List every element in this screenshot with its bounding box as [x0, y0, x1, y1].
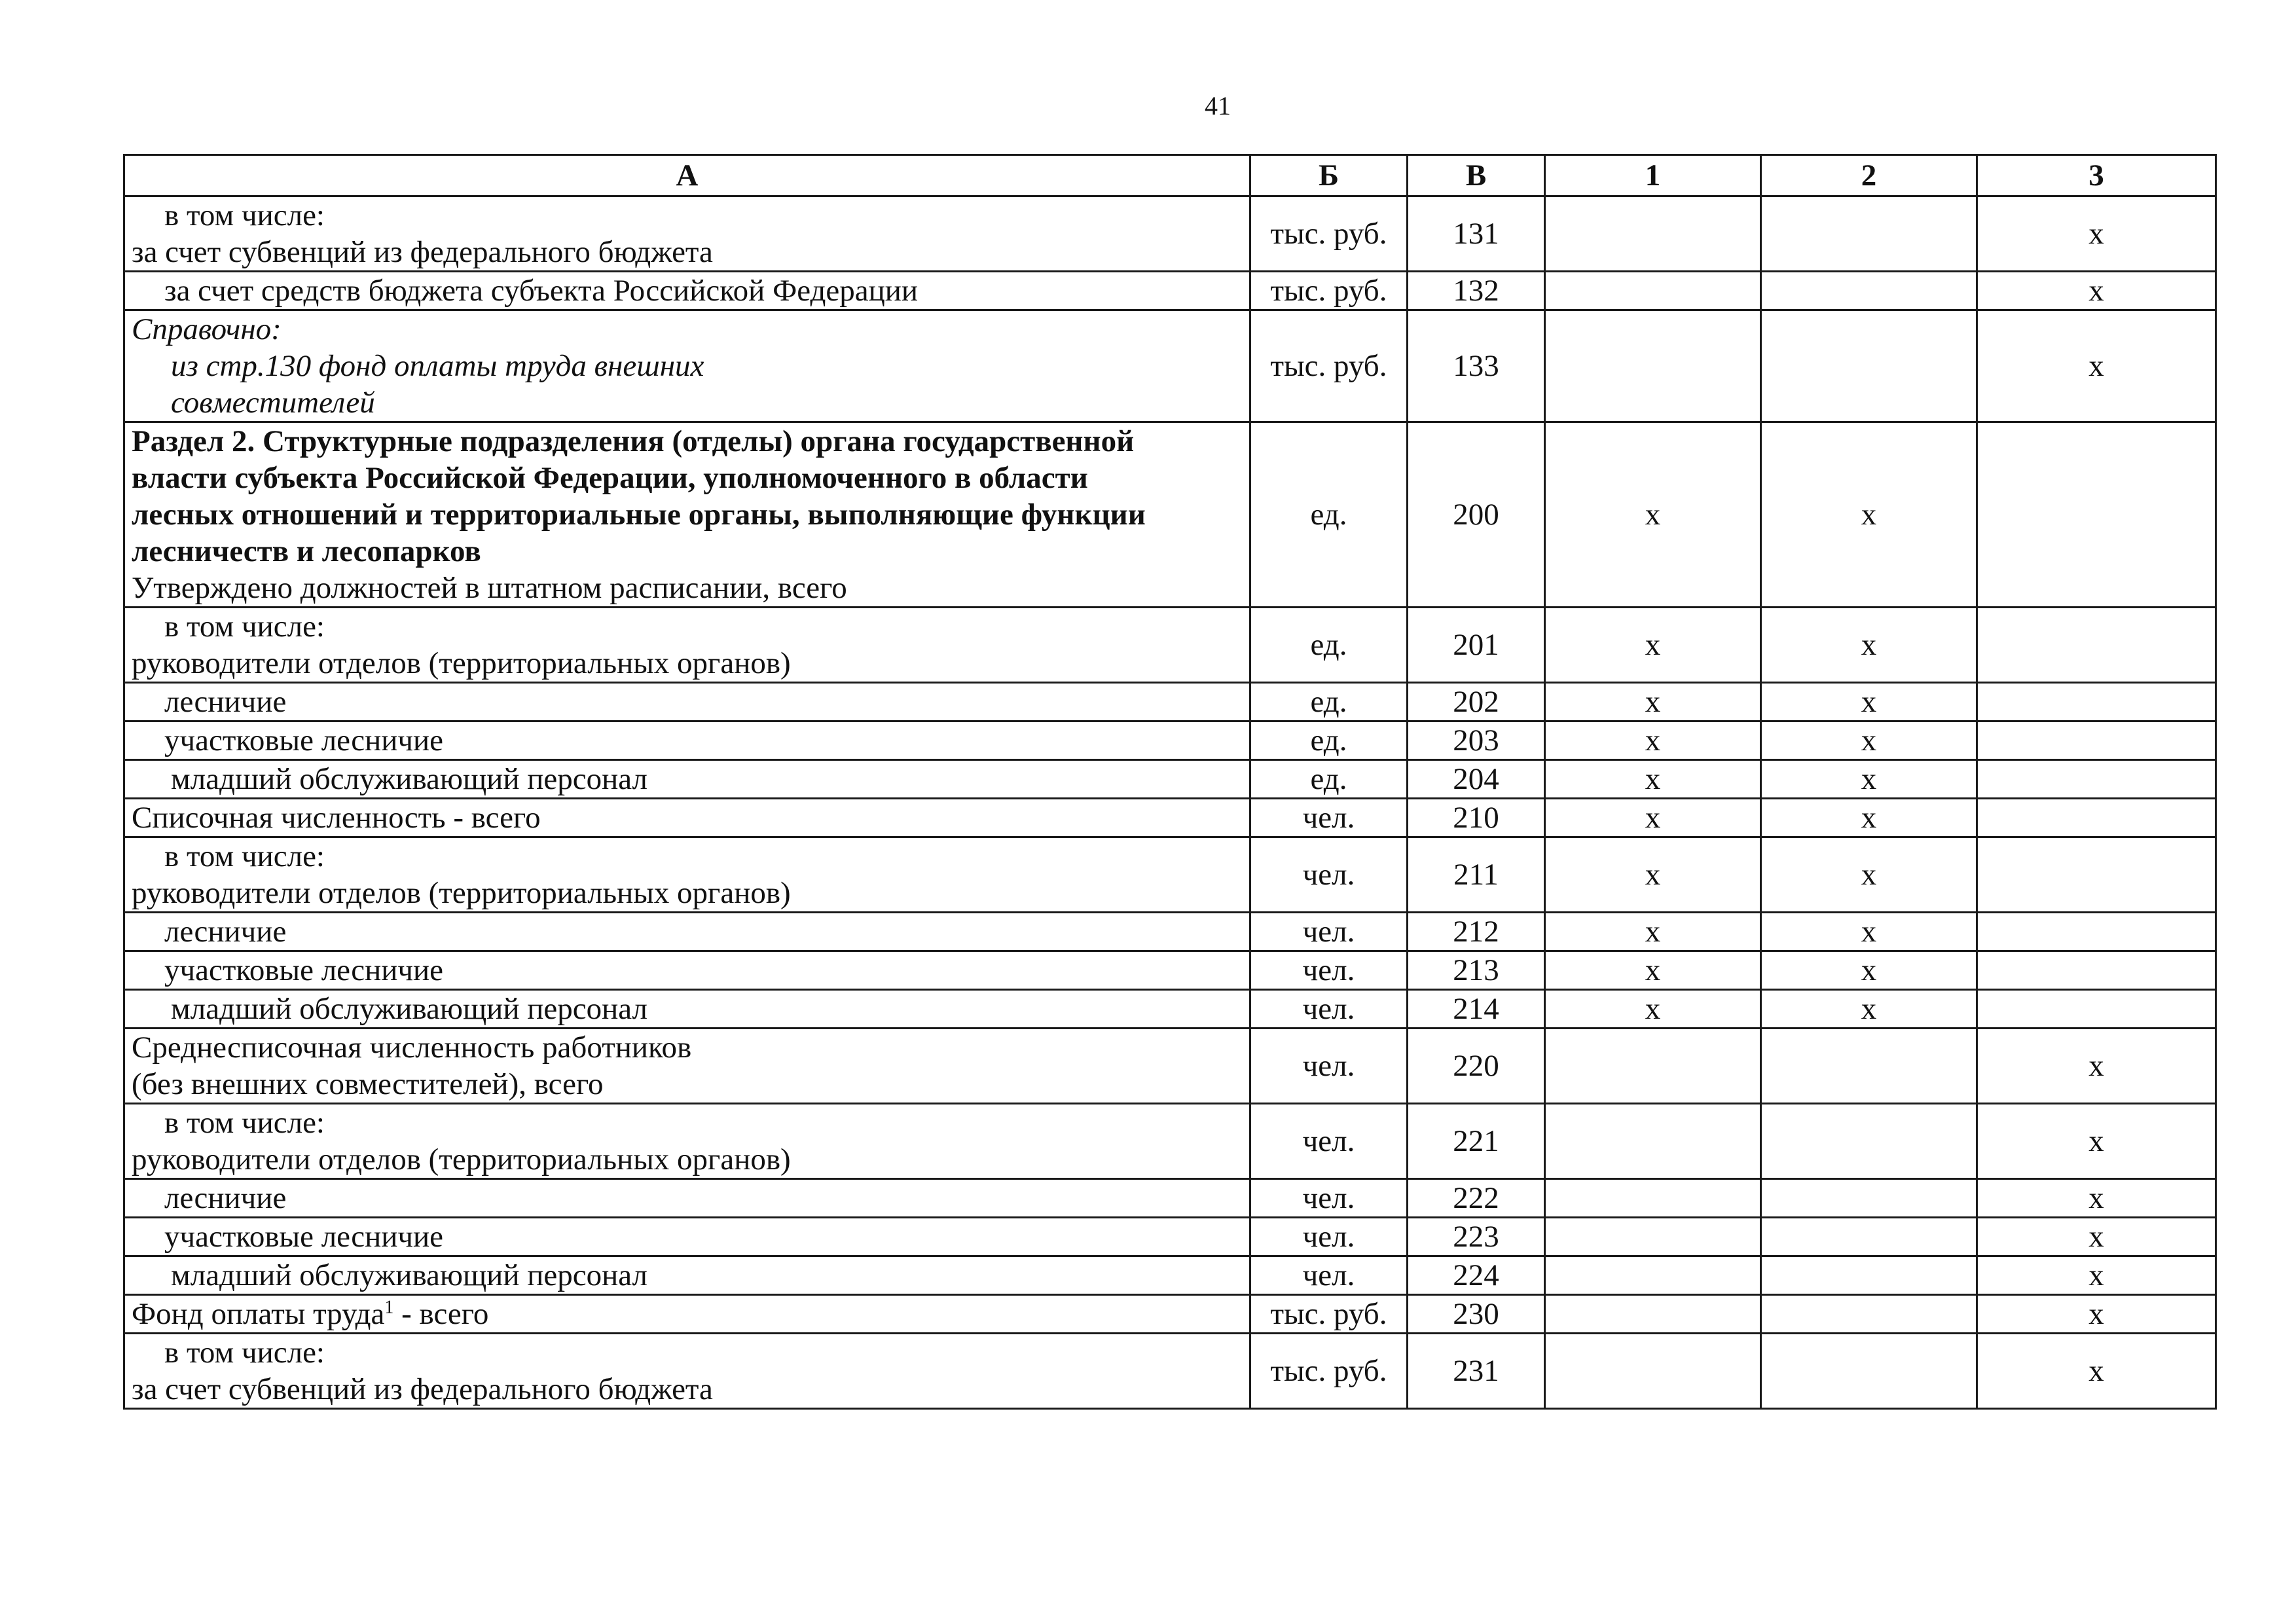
row-label-text: в том числе: [164, 839, 325, 873]
row-label-line [132, 991, 1243, 1027]
row-label-text: власти субъекта Российской Федерации, уполномоченного в области [132, 461, 1088, 495]
value-cell-col-2: x [1761, 799, 1977, 837]
row-label-text: совместителей [171, 386, 375, 420]
value-cell-col-1 [1545, 1334, 1761, 1409]
row-label [124, 1218, 1250, 1256]
row-label [124, 422, 1250, 608]
row-label-text: руководители отделов (территориальных органов) [132, 646, 791, 680]
value-cell-col-3: x [1977, 1295, 2216, 1334]
row-code-cell: 204 [1408, 760, 1545, 799]
page-number: 41 [1205, 91, 1231, 120]
row-label-line [132, 1141, 1243, 1178]
row-label-line [132, 1218, 1243, 1255]
row-code-cell: 231 [1408, 1334, 1545, 1409]
row-label-line [132, 1296, 1243, 1332]
value-cell-col-1: x [1545, 799, 1761, 837]
row-label-line [132, 875, 1243, 911]
row-code-cell: 213 [1408, 951, 1545, 990]
row-label-line [132, 423, 1243, 460]
table-row [124, 272, 2216, 310]
row-label-line [132, 1371, 1243, 1408]
table-row [124, 1295, 2216, 1334]
row-label [124, 1029, 1250, 1104]
value-cell-col-1 [1545, 1218, 1761, 1256]
value-cell-col-3: x [1977, 1334, 2216, 1409]
value-cell-col-2 [1761, 1295, 1977, 1334]
row-code-cell: 230 [1408, 1295, 1545, 1334]
row-code-cell: 132 [1408, 272, 1545, 310]
row-label-text: Списочная численность - всего [132, 801, 541, 835]
table-row [124, 683, 2216, 721]
row-label-text: младший обслуживающий персонал [171, 992, 647, 1026]
table-row [124, 760, 2216, 799]
table-row [124, 1029, 2216, 1104]
row-label [124, 913, 1250, 951]
row-label-text: участковые лесничие [164, 1220, 444, 1254]
row-code-cell: 200 [1408, 422, 1545, 608]
row-label-line [132, 1334, 1243, 1371]
unit-cell: тыс. руб. [1250, 1334, 1408, 1409]
table-row [124, 422, 2216, 608]
row-label [124, 272, 1250, 310]
unit-cell: чел. [1250, 1256, 1408, 1295]
value-cell-col-2: x [1761, 837, 1977, 913]
value-cell-col-3: x [1977, 272, 2216, 310]
unit-cell: тыс. руб. [1250, 310, 1408, 422]
value-cell-col-1 [1545, 1256, 1761, 1295]
value-cell-col-3 [1977, 683, 2216, 721]
row-label-text: за счет субвенций из федерального бюджета [132, 235, 713, 269]
value-cell-col-2 [1761, 1104, 1977, 1179]
unit-cell: чел. [1250, 1029, 1408, 1104]
row-label-text: Фонд оплаты труда [132, 1297, 385, 1331]
value-cell-col-3 [1977, 913, 2216, 951]
value-cell-col-2 [1761, 1179, 1977, 1218]
value-cell-col-3 [1977, 837, 2216, 913]
row-label-line [132, 761, 1243, 797]
row-code-cell: 211 [1408, 837, 1545, 913]
row-label-line [132, 913, 1243, 950]
unit-cell: ед. [1250, 760, 1408, 799]
row-label-text: участковые лесничие [164, 953, 444, 987]
row-code-cell: 133 [1408, 310, 1545, 422]
statistical-form-table [123, 154, 2217, 1410]
value-cell-col-1 [1545, 196, 1761, 272]
row-label-text: лесничие [164, 685, 287, 719]
value-cell-col-1: x [1545, 760, 1761, 799]
value-cell-col-1 [1545, 1104, 1761, 1179]
table-row [124, 951, 2216, 990]
unit-cell: чел. [1250, 837, 1408, 913]
row-label [124, 1334, 1250, 1409]
row-label-text: младший обслуживающий персонал [171, 762, 647, 796]
value-cell-col-2 [1761, 272, 1977, 310]
row-code-cell: 220 [1408, 1029, 1545, 1104]
row-label-line [132, 608, 1243, 645]
value-cell-col-2 [1761, 1256, 1977, 1295]
row-code-cell: 214 [1408, 990, 1545, 1029]
row-label-line [132, 684, 1243, 720]
row-label-text: лесничие [164, 915, 287, 949]
row-label-line [132, 838, 1243, 875]
unit-cell: чел. [1250, 990, 1408, 1029]
value-cell-col-1 [1545, 272, 1761, 310]
row-label-text: Среднесписочная численность работников [132, 1030, 692, 1065]
value-cell-col-3 [1977, 951, 2216, 990]
header-col-b: Б [1250, 155, 1408, 196]
header-col-a: А [124, 155, 1250, 196]
value-cell-col-2: x [1761, 422, 1977, 608]
value-cell-col-3: x [1977, 310, 2216, 422]
table-row [124, 913, 2216, 951]
value-cell-col-1: x [1545, 913, 1761, 951]
row-label-line [132, 311, 1243, 348]
unit-cell: чел. [1250, 1104, 1408, 1179]
row-label-text: младший обслуживающий персонал [171, 1258, 647, 1292]
row-label-text: Раздел 2. Структурные подразделения (отделы) органа государственной [132, 424, 1135, 458]
value-cell-col-2: x [1761, 990, 1977, 1029]
row-label-text: Справочно: [132, 312, 282, 346]
table-row [124, 721, 2216, 760]
value-cell-col-3 [1977, 760, 2216, 799]
row-label-line [132, 496, 1243, 533]
row-label-text: руководители отделов (территориальных органов) [132, 1142, 791, 1176]
value-cell-col-1: x [1545, 608, 1761, 683]
value-cell-col-3 [1977, 721, 2216, 760]
table-row [124, 196, 2216, 272]
row-label-text: участковые лесничие [164, 723, 444, 757]
row-label-text: за счет средств бюджета субъекта Российской Федерации [164, 274, 919, 308]
table-body [124, 196, 2216, 1409]
row-label [124, 1256, 1250, 1295]
footnote-marker: 1 [384, 1297, 394, 1318]
value-cell-col-1: x [1545, 990, 1761, 1029]
row-label [124, 799, 1250, 837]
header-col-2: 2 [1761, 155, 1977, 196]
row-label [124, 310, 1250, 422]
header-col-v: В [1408, 155, 1545, 196]
value-cell-col-3: x [1977, 1029, 2216, 1104]
value-cell-col-2 [1761, 310, 1977, 422]
row-label-line [132, 1066, 1243, 1103]
value-cell-col-2 [1761, 1218, 1977, 1256]
row-label-line [132, 197, 1243, 234]
row-label-suffix: - всего [393, 1297, 489, 1331]
row-code-cell: 203 [1408, 721, 1545, 760]
value-cell-col-1 [1545, 310, 1761, 422]
row-label-text: Утверждено должностей в штатном расписании, всего [132, 571, 847, 605]
row-code-cell: 210 [1408, 799, 1545, 837]
table-row [124, 1334, 2216, 1409]
unit-cell: ед. [1250, 721, 1408, 760]
row-label-text: лесничие [164, 1181, 287, 1215]
row-code-cell: 201 [1408, 608, 1545, 683]
row-label [124, 1295, 1250, 1334]
unit-cell: ед. [1250, 608, 1408, 683]
row-label-line [132, 348, 1243, 384]
row-label-line [132, 533, 1243, 570]
value-cell-col-3: x [1977, 196, 2216, 272]
row-label-text: в том числе: [164, 610, 325, 644]
row-label-text: руководители отделов (территориальных органов) [132, 876, 791, 910]
unit-cell: ед. [1250, 683, 1408, 721]
value-cell-col-1: x [1545, 837, 1761, 913]
row-label-line [132, 952, 1243, 989]
row-label-line [132, 384, 1243, 421]
unit-cell: тыс. руб. [1250, 1295, 1408, 1334]
row-label [124, 837, 1250, 913]
table-row [124, 1218, 2216, 1256]
value-cell-col-1 [1545, 1295, 1761, 1334]
table-row [124, 990, 2216, 1029]
row-label-line [132, 722, 1243, 759]
unit-cell: чел. [1250, 1218, 1408, 1256]
row-label-text: лесничеств и лесопарков [132, 534, 481, 568]
row-label-text: в том числе: [164, 198, 325, 232]
value-cell-col-1: x [1545, 721, 1761, 760]
header-col-1: 1 [1545, 155, 1761, 196]
row-label [124, 1104, 1250, 1179]
unit-cell: чел. [1250, 1179, 1408, 1218]
value-cell-col-2 [1761, 196, 1977, 272]
header-row [124, 155, 2216, 196]
row-code-cell: 224 [1408, 1256, 1545, 1295]
unit-cell: чел. [1250, 951, 1408, 990]
row-code-cell: 222 [1408, 1179, 1545, 1218]
row-code-cell: 212 [1408, 913, 1545, 951]
row-label-line [132, 645, 1243, 682]
row-label-line [132, 234, 1243, 270]
row-label [124, 990, 1250, 1029]
value-cell-col-3 [1977, 990, 2216, 1029]
table-row [124, 1179, 2216, 1218]
row-code-cell: 223 [1408, 1218, 1545, 1256]
unit-cell: чел. [1250, 913, 1408, 951]
value-cell-col-1: x [1545, 683, 1761, 721]
row-label-text: в том числе: [164, 1336, 325, 1370]
table-row [124, 608, 2216, 683]
value-cell-col-2 [1761, 1334, 1977, 1409]
value-cell-col-3: x [1977, 1104, 2216, 1179]
unit-cell: тыс. руб. [1250, 196, 1408, 272]
value-cell-col-3 [1977, 422, 2216, 608]
table-row [124, 310, 2216, 422]
row-label-text: в том числе: [164, 1106, 325, 1140]
row-label-line [132, 1180, 1243, 1216]
value-cell-col-3 [1977, 799, 2216, 837]
value-cell-col-3: x [1977, 1256, 2216, 1295]
table-row [124, 1104, 2216, 1179]
row-label [124, 1179, 1250, 1218]
row-label-text: из стр.130 фонд оплаты труда внешних [171, 349, 704, 383]
row-label-line [132, 1104, 1243, 1141]
value-cell-col-1 [1545, 1029, 1761, 1104]
row-label-line [132, 1257, 1243, 1294]
header-col-3: 3 [1977, 155, 2216, 196]
unit-cell: тыс. руб. [1250, 272, 1408, 310]
value-cell-col-3: x [1977, 1179, 2216, 1218]
row-label [124, 721, 1250, 760]
row-label [124, 196, 1250, 272]
value-cell-col-3: x [1977, 1218, 2216, 1256]
row-label-text: за счет субвенций из федерального бюджета [132, 1372, 713, 1406]
value-cell-col-2: x [1761, 760, 1977, 799]
row-label-line [132, 460, 1243, 496]
value-cell-col-1 [1545, 1179, 1761, 1218]
unit-cell: чел. [1250, 799, 1408, 837]
row-code-cell: 202 [1408, 683, 1545, 721]
value-cell-col-1: x [1545, 951, 1761, 990]
value-cell-col-1: x [1545, 422, 1761, 608]
value-cell-col-2: x [1761, 951, 1977, 990]
value-cell-col-3 [1977, 608, 2216, 683]
table-row [124, 799, 2216, 837]
value-cell-col-2 [1761, 1029, 1977, 1104]
row-label [124, 951, 1250, 990]
row-label-text: лесных отношений и территориальные органы, выполняющие функции [132, 498, 1146, 532]
row-label-text: (без внешних совместителей), всего [132, 1067, 604, 1101]
row-label-line [132, 570, 1243, 606]
row-code-cell: 131 [1408, 196, 1545, 272]
value-cell-col-2: x [1761, 721, 1977, 760]
value-cell-col-2: x [1761, 683, 1977, 721]
unit-cell: ед. [1250, 422, 1408, 608]
table-row [124, 1256, 2216, 1295]
row-label-line [132, 1029, 1243, 1066]
value-cell-col-2: x [1761, 608, 1977, 683]
row-label [124, 683, 1250, 721]
row-label [124, 608, 1250, 683]
table-row [124, 837, 2216, 913]
row-code-cell: 221 [1408, 1104, 1545, 1179]
row-label [124, 760, 1250, 799]
row-label-line [132, 799, 1243, 836]
row-label-line [132, 272, 1243, 309]
value-cell-col-2: x [1761, 913, 1977, 951]
